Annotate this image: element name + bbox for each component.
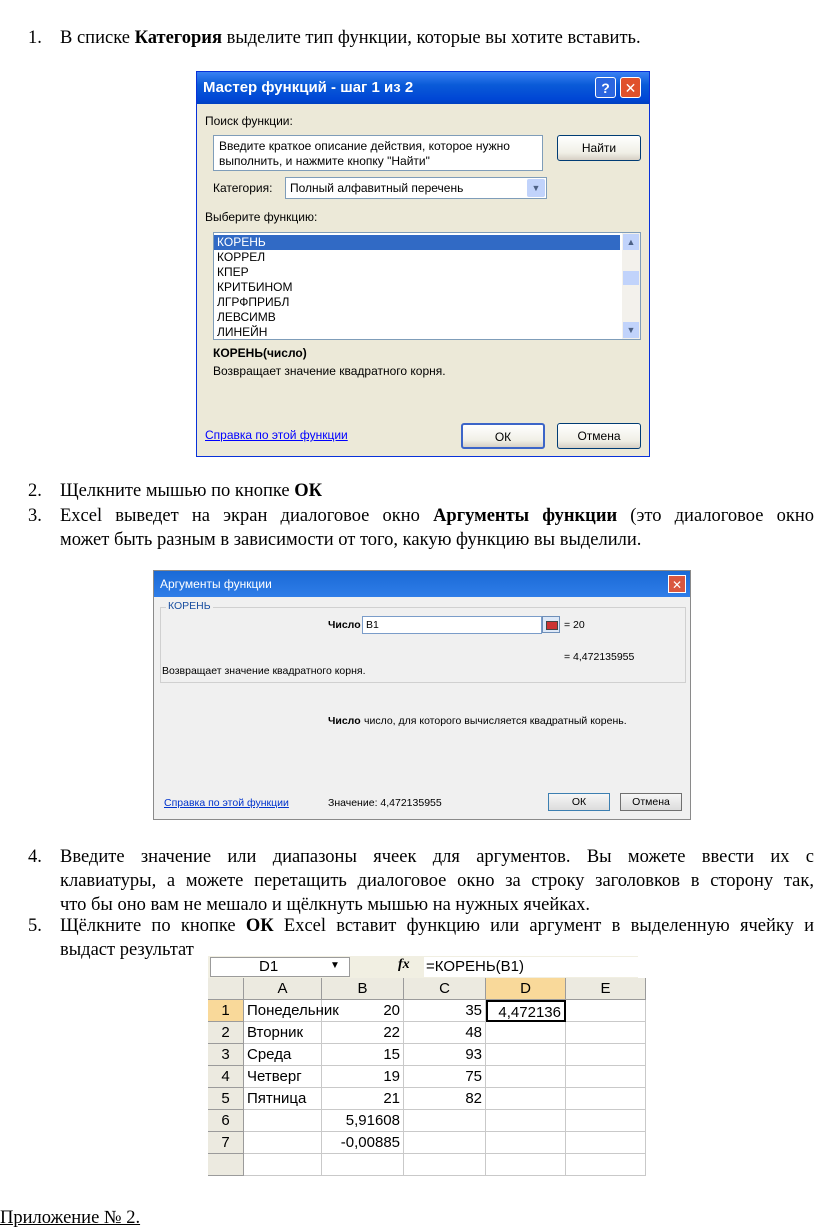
arg-label: Число <box>328 619 361 631</box>
table-cell[interactable] <box>244 1154 322 1176</box>
step-1-text <box>60 26 641 50</box>
corner-cell[interactable] <box>208 978 244 1000</box>
value-text: Значение: 4,472135955 <box>328 797 442 809</box>
step-1-post: выделите тип функции, которые вы хотите вставить. <box>221 28 641 48</box>
row-header[interactable]: 6 <box>208 1110 244 1132</box>
column-header[interactable]: A <box>244 978 322 1000</box>
row-header[interactable]: 4 <box>208 1066 244 1088</box>
list-scrollbar[interactable] <box>622 233 640 339</box>
function-list-item[interactable]: КОРЕНЬ <box>214 235 620 250</box>
table-cell[interactable] <box>486 1154 566 1176</box>
function-list-item[interactable]: КОРРЕЛ <box>217 250 266 264</box>
ok-button[interactable]: ОК <box>548 793 610 811</box>
table-cell[interactable]: 75 <box>404 1066 486 1088</box>
step-3-line-2: может быть разным в зависимости от того, какую функцию вы выделили. <box>60 530 642 550</box>
step-3-pre: Excel выведет на экран диалоговое окно <box>60 506 434 526</box>
step-5-bold: ОК <box>245 916 274 936</box>
step-5-pre: Щёлкните по кнопке <box>60 916 246 936</box>
category-label: Категория: <box>213 181 273 195</box>
table-cell[interactable] <box>566 1132 646 1154</box>
table-cell[interactable] <box>566 1066 646 1088</box>
scroll-down-icon[interactable]: ▼ <box>623 322 639 338</box>
wizard-title: Мастер функций - шаг 1 из 2 <box>203 79 414 96</box>
spreadsheet <box>208 956 638 1182</box>
step-1-number: 1. <box>28 28 42 48</box>
args-title: Аргументы функции <box>160 577 272 591</box>
table-cell[interactable]: Вторник <box>244 1022 322 1044</box>
cancel-button[interactable]: Отмена <box>557 423 641 449</box>
function-list-item[interactable]: ЛЕВСИМВ <box>217 310 276 324</box>
function-list-item[interactable]: ЛГРФПРИБЛ <box>217 295 290 309</box>
table-cell[interactable]: 48 <box>404 1022 486 1044</box>
table-cell[interactable] <box>566 1110 646 1132</box>
search-input[interactable]: Введите краткое описание действия, которое нужно выполнить, и нажмите кнопку "Найти" <box>213 135 543 171</box>
table-cell[interactable]: 35 <box>404 1000 486 1022</box>
table-cell[interactable]: 22 <box>322 1022 404 1044</box>
table-cell[interactable] <box>486 1066 566 1088</box>
step-5-number: 5. <box>28 916 42 936</box>
fx-icon[interactable]: fx <box>398 957 410 972</box>
function-signature: КОРЕНЬ(число) <box>213 346 307 360</box>
close-icon[interactable]: ✕ <box>620 77 641 98</box>
function-result: = 4,472135955 <box>564 651 635 663</box>
row-header[interactable]: 2 <box>208 1022 244 1044</box>
table-cell[interactable]: 82 <box>404 1088 486 1110</box>
arg-input[interactable]: B1 <box>362 616 542 634</box>
args-title-bar[interactable] <box>154 571 690 597</box>
table-cell[interactable] <box>322 1154 404 1176</box>
table-cell[interactable]: 93 <box>404 1044 486 1066</box>
step-5-line-1 <box>60 914 814 938</box>
step-2-bold: ОК <box>294 481 323 501</box>
name-box-dropdown-icon[interactable]: ▼ <box>330 960 340 971</box>
table-cell[interactable] <box>404 1110 486 1132</box>
help-link[interactable]: Справка по этой функции <box>164 797 289 809</box>
close-icon[interactable]: ✕ <box>668 575 686 593</box>
table-cell[interactable]: Четверг <box>244 1066 322 1088</box>
step-2-pre: Щелкните мышью по кнопке <box>60 481 295 501</box>
table-cell[interactable]: Понедельник <box>244 1000 322 1022</box>
table-cell[interactable] <box>486 1110 566 1132</box>
formula-input[interactable]: =КОРЕНЬ(B1) <box>424 957 638 977</box>
table-cell[interactable]: 20 <box>322 1000 404 1022</box>
find-button[interactable]: Найти <box>557 135 641 161</box>
table-cell[interactable] <box>244 1132 322 1154</box>
step-3-bold: Аргументы функции <box>433 506 618 526</box>
category-select[interactable] <box>285 177 547 199</box>
collapse-dialog-icon[interactable] <box>542 616 560 633</box>
step-4-number: 4. <box>28 847 42 867</box>
search-label: Поиск функции: <box>205 114 293 128</box>
step-2-number: 2. <box>28 481 42 501</box>
function-list-item[interactable]: ЛИНЕЙН <box>217 325 268 339</box>
function-list-item[interactable]: КПЕР <box>217 265 249 279</box>
table-cell[interactable] <box>566 1088 646 1110</box>
scroll-thumb[interactable] <box>623 271 639 285</box>
row-header[interactable]: 3 <box>208 1044 244 1066</box>
table-cell[interactable] <box>486 1044 566 1066</box>
table-cell[interactable]: 4,472136 <box>486 1000 566 1022</box>
args-description: Возвращает значение квадратного корня. <box>162 665 366 677</box>
table-cell[interactable] <box>566 1044 646 1066</box>
table-cell[interactable]: 15 <box>322 1044 404 1066</box>
table-cell[interactable] <box>566 1022 646 1044</box>
table-cell[interactable] <box>566 1000 646 1022</box>
table-cell[interactable]: Среда <box>244 1044 322 1066</box>
scroll-up-icon[interactable]: ▲ <box>623 234 639 250</box>
category-value: Полный алфавитный перечень <box>290 181 464 195</box>
function-wizard-dialog <box>196 71 650 457</box>
chevron-down-icon[interactable]: ▼ <box>527 179 545 197</box>
group-label: КОРЕНЬ <box>168 600 211 612</box>
arg-desc-name: Число <box>328 715 361 727</box>
table-cell[interactable] <box>404 1154 486 1176</box>
step-3-post: (это диалоговое окно <box>617 506 814 526</box>
column-header[interactable]: E <box>566 978 646 1000</box>
step-4-line-3: что бы оно вам не мешало и щёлкнуть мышью на нужных ячейках. <box>60 895 591 915</box>
row-header[interactable]: 1 <box>208 1000 244 1022</box>
table-cell[interactable]: -0,00885 <box>322 1132 404 1154</box>
table-cell[interactable] <box>486 1022 566 1044</box>
arg-result: = 20 <box>564 619 585 631</box>
function-description: Возвращает значение квадратного корня. <box>213 364 446 378</box>
step-4-line-1: Введите значение или диапазоны ячеек для аргументов. Вы можете ввести их с <box>60 847 814 867</box>
step-2-text <box>60 479 322 503</box>
ok-button[interactable]: ОК <box>461 423 545 449</box>
table-cell[interactable] <box>404 1132 486 1154</box>
arg-desc-text: число, для которого вычисляется квадратный корень. <box>364 715 627 727</box>
column-header[interactable]: B <box>322 978 404 1000</box>
table-cell[interactable]: Пятница <box>244 1088 322 1110</box>
wizard-title-bar[interactable] <box>197 72 649 104</box>
appendix-heading: Приложение № 2. <box>0 1208 141 1228</box>
step-1-bold: Категория <box>134 28 222 48</box>
help-icon[interactable]: ? <box>595 77 616 98</box>
help-link[interactable]: Справка по этой функции <box>205 428 348 442</box>
step-4-line-2: клавиатуры, а можете перетащить диалоговое окно за строку заголовков в сторону так, <box>60 871 814 891</box>
column-header[interactable]: C <box>404 978 486 1000</box>
table-cell[interactable] <box>566 1154 646 1176</box>
name-box[interactable]: D1 <box>210 957 350 977</box>
step-5-line-2: выдаст результат <box>60 940 194 960</box>
function-list[interactable] <box>213 232 641 340</box>
step-5-post: Excel вставит функцию или аргумент в выделенную ячейку и <box>273 916 814 936</box>
row-header[interactable] <box>208 1154 244 1176</box>
table-cell[interactable]: 5,91608 <box>322 1110 404 1132</box>
formula-bar <box>208 956 638 979</box>
row-header[interactable]: 5 <box>208 1088 244 1110</box>
select-function-label: Выберите функцию: <box>205 210 318 224</box>
column-header[interactable]: D <box>486 978 566 1000</box>
function-list-item[interactable]: КРИТБИНОМ <box>217 280 293 294</box>
table-cell[interactable] <box>486 1132 566 1154</box>
step-3-line-1 <box>60 504 814 528</box>
step-3-number: 3. <box>28 506 42 526</box>
table-cell[interactable]: 19 <box>322 1066 404 1088</box>
table-cell[interactable] <box>244 1110 322 1132</box>
table-cell[interactable]: 21 <box>322 1088 404 1110</box>
row-header[interactable]: 7 <box>208 1132 244 1154</box>
table-cell[interactable] <box>486 1088 566 1110</box>
cancel-button[interactable]: Отмена <box>620 793 682 811</box>
function-arguments-dialog <box>153 570 691 820</box>
step-1-pre: В списке <box>60 28 135 48</box>
